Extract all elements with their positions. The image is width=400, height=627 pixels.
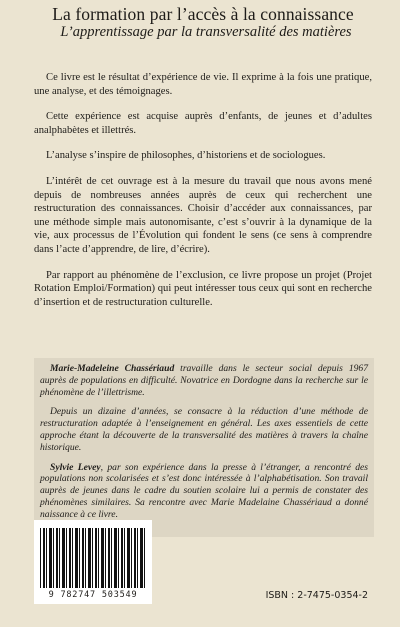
blurb-paragraph-3: L’analyse s’inspire de philosophes, d’historiens et de sociologues. — [46, 150, 326, 162]
blurb-paragraph-4: L’intérêt de cet ouvrage est à la mesure du travail que nous avons mené depuis de nombreuses années auprès de ceux qui recherchent une restructuration des connaissances. Choisir d’accéder aux connaissances, par une méthode simple mais autonomisante, c’est s’ouvrir à la dynamique de la vie, aux processus de l’Évolution qui fondent le sens (ce sens à comprendre dans l’acte d’apprendre, de lire, d’écrire). — [34, 175, 372, 255]
barcode — [34, 520, 152, 604]
author1-name: Marie-Madeleine Chassériaud — [50, 363, 175, 374]
blurb-paragraph-2: Cette expérience est acquise auprès d’enfants, de jeunes et d’adultes analphabètes et illettrés. — [34, 111, 372, 136]
book-subtitle: L’apprentissage par la transversalité des matières — [60, 24, 352, 40]
author2-name: Sylvie Levey — [50, 461, 101, 473]
blurb-paragraph-1: Ce livre est le résultat d’expérience de vie. Il exprime à la fois une pratique, une analyse, et des témoignages. — [34, 72, 372, 97]
blurb-paragraph-5: Par rapport au phénomène de l’exclusion, ce livre propose un projet (Projet Rotation Emploi/Formation) qui peut intéresser tous ceux qui sont en recherche d’insertion et de restructuration culturelle. — [34, 269, 372, 308]
author1-bio-continued: Depuis un dizaine d’années, se consacre à la réduction d’une méthode de restructuration adaptée à l’enseignement en général. Les axes essentiels de cette approche étant la découverte de la transversalité des matières à travers la chaîne historique. — [40, 406, 368, 453]
author1-bio — [40, 363, 368, 398]
author2-bio — [40, 462, 368, 521]
isbn: ISBN : 2-7475-0354-2 — [265, 590, 368, 601]
author2-bio-text: , par son expérience dans la presse à l’étranger, a rencontré des populations non scolarisées et s’est donc intéressée à l’alphabétisation. Son travail auprès de jeunes dans le cadre du soutien scolaire lui a permis de constater des phénomènes similaires. Sa rencontre avec Marie Madelaine Chassériaud a donné naissance à ce livre. — [40, 461, 369, 520]
author1-bio-text: travaille dans le secteur social depuis 1967 auprès de populations en difficulté. Novatrice en Dordogne dans la recherche sur le phénomène de l’illettrisme. — [40, 363, 369, 398]
blurb — [34, 71, 372, 309]
author-bios — [34, 358, 374, 537]
book-title: La formation par l’accès à la connaissance — [52, 4, 354, 24]
barcode-number: 9 782747 503549 — [48, 590, 138, 600]
barcode-bars — [40, 528, 146, 588]
